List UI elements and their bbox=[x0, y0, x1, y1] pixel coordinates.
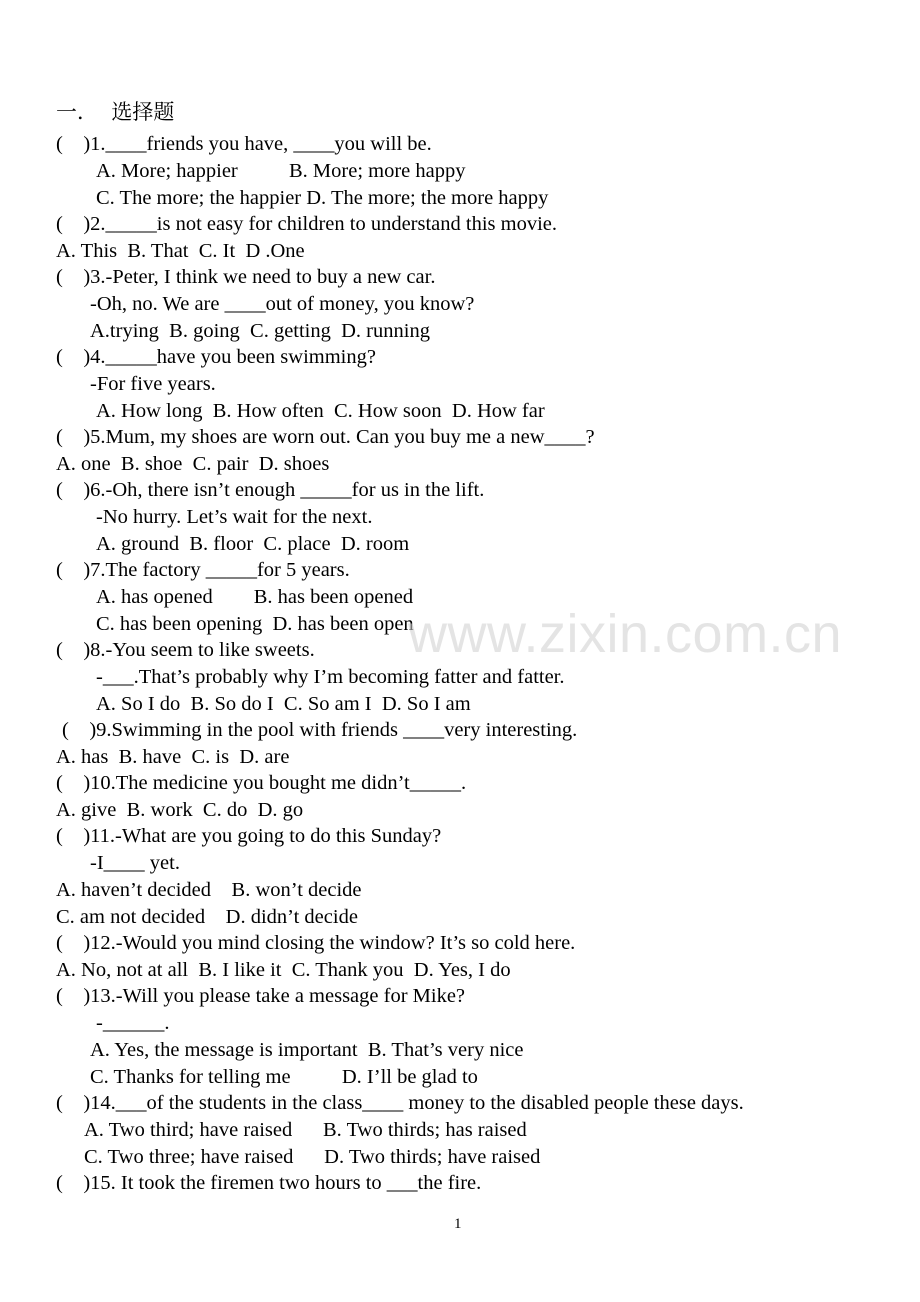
question-4-options: A. How long B. How often C. How soon D. How far bbox=[96, 400, 545, 422]
question-9: ( )9.Swimming in the pool with friends ____very interesting. bbox=[62, 719, 578, 741]
question-1-options-ab: A. More; happier B. More; more happy bbox=[96, 160, 466, 182]
question-5: ( )5.Mum, my shoes are worn out. Can you buy me a new____? bbox=[56, 426, 595, 448]
question-3: ( )3.-Peter, I think we need to buy a new car. bbox=[56, 266, 436, 288]
question-6-reply: -No hurry. Let’s wait for the next. bbox=[96, 506, 373, 528]
question-10-options: A. give B. work C. do D. go bbox=[56, 799, 304, 821]
question-13: ( )13.-Will you please take a message for Mike? bbox=[56, 985, 466, 1007]
question-8-options: A. So I do B. So do I C. So am I D. So I am bbox=[96, 693, 471, 715]
question-13-options-ab: A. Yes, the message is important B. That’s very nice bbox=[90, 1039, 524, 1061]
question-13-reply: -______. bbox=[96, 1012, 170, 1034]
question-3-reply: -Oh, no. We are ____out of money, you know? bbox=[90, 293, 475, 315]
question-1-options-cd: C. The more; the happier D. The more; the more happy bbox=[96, 187, 549, 209]
question-14: ( )14.___of the students in the class____ money to the disabled people these days. bbox=[56, 1092, 744, 1114]
question-8-reply: -___.That’s probably why I’m becoming fatter and fatter. bbox=[96, 666, 565, 688]
question-4: ( )4._____have you been swimming? bbox=[56, 346, 376, 368]
question-5-options: A. one B. shoe C. pair D. shoes bbox=[56, 453, 330, 475]
question-11-options-cd: C. am not decided D. didn’t decide bbox=[56, 906, 358, 928]
question-6: ( )6.-Oh, there isn’t enough _____for us in the lift. bbox=[56, 479, 485, 501]
question-8: ( )8.-You seem to like sweets. bbox=[56, 639, 315, 661]
question-11-options-ab: A. haven’t decided B. won’t decide bbox=[56, 879, 362, 901]
question-6-options: A. ground B. floor C. place D. room bbox=[96, 533, 410, 555]
question-1: ( )1.____friends you have, ____you will be. bbox=[56, 133, 432, 155]
question-11: ( )11.-What are you going to do this Sunday? bbox=[56, 825, 442, 847]
question-12-options: A. No, not at all B. I like it C. Thank you D. Yes, I do bbox=[56, 959, 511, 981]
question-11-reply: -I____ yet. bbox=[90, 852, 180, 874]
question-7-options-ab: A. has opened B. has been opened bbox=[96, 586, 414, 608]
question-10: ( )10.The medicine you bought me didn’t_____. bbox=[56, 772, 467, 794]
section-heading: 一． 选择题 bbox=[56, 100, 175, 124]
question-3-options: A.trying B. going C. getting D. running bbox=[90, 320, 430, 342]
question-14-options-cd: C. Two three; have raised D. Two thirds; have raised bbox=[84, 1146, 541, 1168]
question-2-options: A. This B. That C. It D .One bbox=[56, 240, 305, 262]
question-12: ( )12.-Would you mind closing the window? It’s so cold here. bbox=[56, 932, 576, 954]
question-7: ( )7.The factory _____for 5 years. bbox=[56, 559, 350, 581]
question-9-options: A. has B. have C. is D. are bbox=[56, 746, 290, 768]
page-number: 1 bbox=[454, 1216, 462, 1232]
watermark: www.zixin.com.cn bbox=[408, 604, 843, 664]
question-15: ( )15. It took the firemen two hours to ___the fire. bbox=[56, 1172, 482, 1194]
question-13-options-cd: C. Thanks for telling me D. I’ll be glad to bbox=[90, 1066, 478, 1088]
question-14-options-ab: A. Two third; have raised B. Two thirds; has raised bbox=[84, 1119, 527, 1141]
question-4-reply: -For five years. bbox=[90, 373, 216, 395]
question-2: ( )2._____is not easy for children to understand this movie. bbox=[56, 213, 558, 235]
question-7-options-cd: C. has been opening D. has been open bbox=[96, 613, 414, 635]
